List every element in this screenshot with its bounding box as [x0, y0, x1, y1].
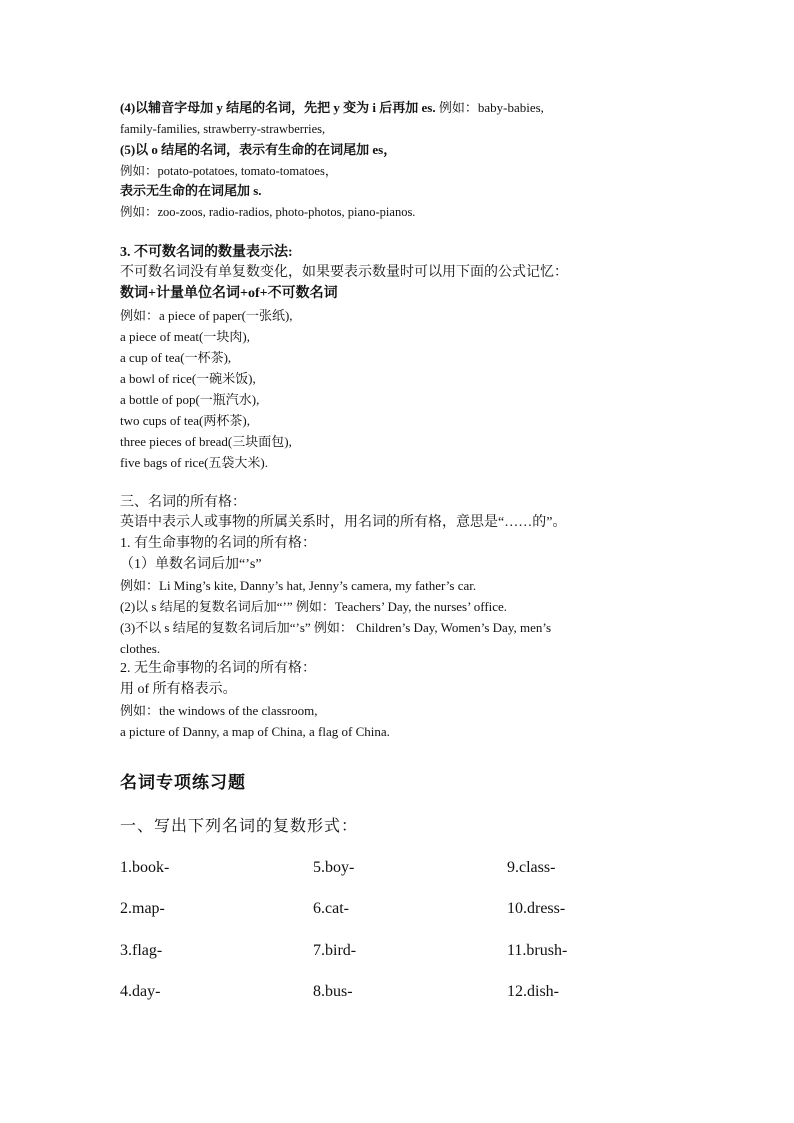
possessive-rule-1-example: 例如：Li Ming’s kite, Danny’s hat, Jenny’s camera, my father’s car.	[120, 578, 477, 593]
possessive-rule-3-line-1: (3)不以 s 结尾的复数名词后加“’s” 例如： Children’s Day, Women’s Day, men’s	[120, 620, 552, 635]
rule-5-line-2: 例如：potato-potatoes, tomato-tomatoes，	[120, 164, 338, 178]
possessive-rule-2: (2)以 s 结尾的复数名词后加“’” 例如：Teachers’ Day, the nurses’ office.	[120, 599, 508, 614]
exercise-item-2: 2.map-	[120, 900, 165, 917]
rule-4-line-1	[120, 99, 544, 117]
possessive-heading: 三、名词的所有格：	[120, 495, 246, 510]
possessive-rule-1: （1）单数名词后加“’s”	[120, 557, 262, 572]
exercise-item-3: 3.flag-	[120, 942, 163, 959]
possessive-rule-3-line-2: clothes.	[120, 641, 161, 656]
uncountable-heading: 3. 不可数名词的数量表示法:	[120, 245, 293, 260]
exercise-section-1: 一、写出下列名词的复数形式：	[120, 816, 359, 835]
exercise-item-1: 1.book-	[120, 859, 170, 876]
uncountable-example-7: three pieces of bread(三块面包),	[120, 434, 292, 449]
uncountable-intro: 不可数名词没有单复数变化，如果要表示数量时可以用下面的公式记忆：	[120, 265, 568, 280]
exercise-item-11: 11.brush-	[507, 942, 568, 959]
exercise-item-6: 6.cat-	[313, 900, 349, 917]
uncountable-example-6: two cups of tea(两杯茶),	[120, 413, 250, 428]
rule-5-line-3: 表示无生命的在词尾加 s.	[120, 183, 262, 198]
exercise-title: 名词专项练习题	[120, 773, 246, 793]
exercise-item-12: 12.dish-	[507, 983, 559, 1000]
exercise-item-8: 8.bus-	[313, 983, 353, 1000]
uncountable-example-5: a bottle of pop(一瓶汽水),	[120, 392, 260, 407]
possessive-intro: 英语中表示人或事物的所属关系时，用名词的所有格，意思是“……的”。	[120, 515, 567, 530]
uncountable-example-8: five bags of rice(五袋大米).	[120, 455, 269, 470]
rule-4-example-text: 例如：baby-babies,	[435, 100, 544, 115]
uncountable-example-1: 例如：a piece of paper(一张纸),	[120, 308, 293, 323]
rule-5-line-1: (5)以 o 结尾的名词，表示有生命的在词尾加 es，	[120, 142, 397, 157]
uncountable-example-3: a cup of tea(一杯茶),	[120, 350, 232, 365]
exercise-item-5: 5.boy-	[313, 859, 355, 876]
inanimate-example-1: 例如：the windows of the classroom,	[120, 703, 318, 718]
rule-4-bold-text: (4)以辅音字母加 y 结尾的名词，先把 y 变为 i 后再加 es.	[120, 100, 436, 115]
rule-5-line-4: 例如：zoo-zoos, radio-radios, photo-photos, piano-pianos.	[120, 205, 416, 219]
exercise-item-9: 9.class-	[507, 859, 556, 876]
animate-heading: 1. 有生命事物的名词的所有格：	[120, 536, 316, 551]
inanimate-intro: 用 of 所有格表示。	[120, 682, 237, 697]
uncountable-example-4: a bowl of rice(一碗米饭),	[120, 371, 256, 386]
uncountable-example-2: a piece of meat(一块肉),	[120, 329, 250, 344]
rule-4-line-2: family-families, strawberry-strawberries,	[120, 122, 326, 136]
exercise-item-10: 10.dress-	[507, 900, 566, 917]
exercise-item-7: 7.bird-	[313, 942, 357, 959]
exercise-item-4: 4.day-	[120, 983, 161, 1000]
inanimate-example-2: a picture of Danny, a map of China, a flag of China.	[120, 724, 390, 739]
uncountable-formula: 数词+计量单位名词+of+不可数名词	[120, 286, 338, 301]
inanimate-heading: 2. 无生命事物的名词的所有格：	[120, 661, 316, 676]
